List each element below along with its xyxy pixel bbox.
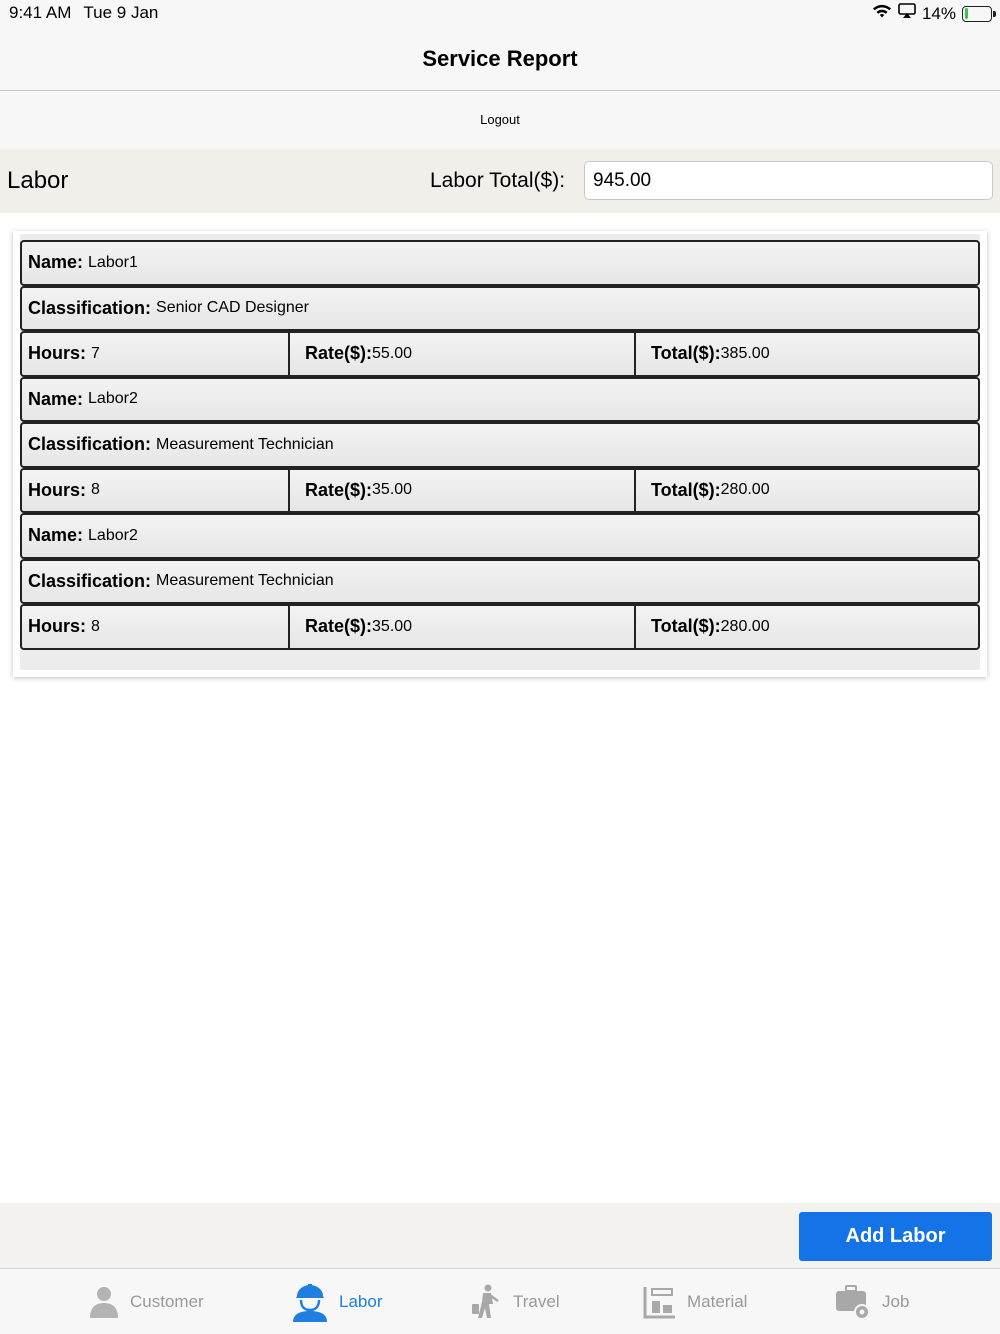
- rate-label: Rate($):: [305, 479, 373, 500]
- labor-total-label: Labor Total($):: [430, 169, 566, 192]
- logout-bar: [0, 92, 1000, 149]
- labor-amount-row[interactable]: [20, 331, 980, 377]
- hours-cell: [22, 333, 290, 375]
- job-icon: [834, 1284, 872, 1320]
- material-icon: [643, 1285, 677, 1319]
- tab-label: Job: [882, 1292, 910, 1311]
- total-value: 280.00: [720, 617, 770, 635]
- total-value: 280.00: [720, 481, 770, 499]
- rate-value: 35.00: [372, 617, 413, 635]
- total-value: 385.00: [720, 344, 770, 362]
- airplay-icon: [898, 3, 916, 24]
- worker-hardhat-icon: [291, 1282, 329, 1322]
- logout-button[interactable]: Logout: [480, 112, 520, 127]
- labor-entries: [20, 240, 980, 650]
- tab-material[interactable]: [643, 1269, 747, 1334]
- traveler-icon: [467, 1284, 503, 1320]
- total-label: Total($):: [651, 616, 721, 637]
- tab-customer[interactable]: [88, 1269, 204, 1334]
- rate-cell: [290, 470, 636, 512]
- labor-name-value: Labor1: [88, 253, 138, 271]
- labor-entry[interactable]: [20, 377, 980, 514]
- labor-entry[interactable]: [20, 513, 980, 650]
- person-icon: [88, 1285, 120, 1319]
- add-labor-button[interactable]: Add Labor: [799, 1212, 992, 1261]
- status-time: 9:41 AM: [9, 3, 72, 22]
- name-label: Name:: [28, 252, 84, 273]
- action-bar: [0, 1203, 1000, 1268]
- total-cell: [636, 606, 978, 648]
- hours-value: 7: [91, 344, 100, 362]
- rate-label: Rate($):: [305, 616, 373, 637]
- name-label: Name:: [28, 525, 84, 546]
- hours-cell: [22, 606, 290, 648]
- hours-label: Hours:: [28, 616, 86, 637]
- total-label: Total($):: [651, 479, 721, 500]
- labor-header: [0, 149, 1000, 213]
- battery-percent: 14%: [921, 3, 956, 23]
- name-label: Name:: [28, 388, 84, 409]
- rate-cell: [290, 606, 636, 648]
- section-title: Labor: [7, 167, 69, 194]
- labor-entry[interactable]: [20, 240, 980, 377]
- rate-value: 35.00: [372, 481, 413, 499]
- classification-label: Classification:: [28, 297, 152, 318]
- rate-label: Rate($):: [305, 343, 373, 364]
- hours-label: Hours:: [28, 343, 86, 364]
- classification-label: Classification:: [28, 434, 152, 455]
- labor-classification-row[interactable]: [20, 286, 980, 332]
- page-title: Service Report: [422, 46, 578, 71]
- tab-label: Customer: [130, 1292, 204, 1311]
- labor-name-value: Labor2: [88, 390, 138, 408]
- tab-label: Material: [687, 1292, 748, 1311]
- rate-cell: [290, 333, 636, 375]
- labor-total-field[interactable]: [584, 161, 993, 200]
- hours-value: 8: [91, 481, 100, 499]
- total-cell: [636, 470, 978, 512]
- hours-label: Hours:: [28, 479, 86, 500]
- total-cell: [636, 333, 978, 375]
- hours-value: 8: [91, 617, 100, 635]
- labor-amount-row[interactable]: [20, 604, 980, 650]
- rate-value: 55.00: [372, 344, 413, 362]
- tab-label: Travel: [513, 1292, 560, 1311]
- navigation-bar: [0, 28, 1000, 91]
- labor-list-card: [13, 231, 987, 677]
- labor-classification-value: Senior CAD Designer: [156, 299, 309, 317]
- labor-name-value: Labor2: [88, 526, 138, 544]
- status-date: Tue 9 Jan: [83, 3, 159, 22]
- labor-name-row[interactable]: [20, 513, 980, 559]
- hours-cell: [22, 470, 290, 512]
- wifi-icon: [872, 3, 892, 24]
- status-bar: [0, 0, 1000, 28]
- classification-label: Classification:: [28, 570, 152, 591]
- total-label: Total($):: [651, 343, 721, 364]
- labor-classification-value: Measurement Technician: [156, 435, 334, 453]
- labor-classification-row[interactable]: [20, 559, 980, 605]
- tab-job[interactable]: [834, 1269, 909, 1334]
- labor-classification-value: Measurement Technician: [156, 572, 334, 590]
- labor-name-row[interactable]: [20, 377, 980, 423]
- tab-labor[interactable]: [291, 1269, 382, 1334]
- battery-icon: [962, 6, 992, 22]
- tab-label: Labor: [339, 1292, 383, 1311]
- labor-name-row[interactable]: [20, 240, 980, 286]
- tab-travel[interactable]: [467, 1269, 560, 1334]
- labor-amount-row[interactable]: [20, 468, 980, 514]
- labor-list: [20, 234, 980, 670]
- tab-bar: [0, 1268, 1000, 1334]
- labor-classification-row[interactable]: [20, 422, 980, 468]
